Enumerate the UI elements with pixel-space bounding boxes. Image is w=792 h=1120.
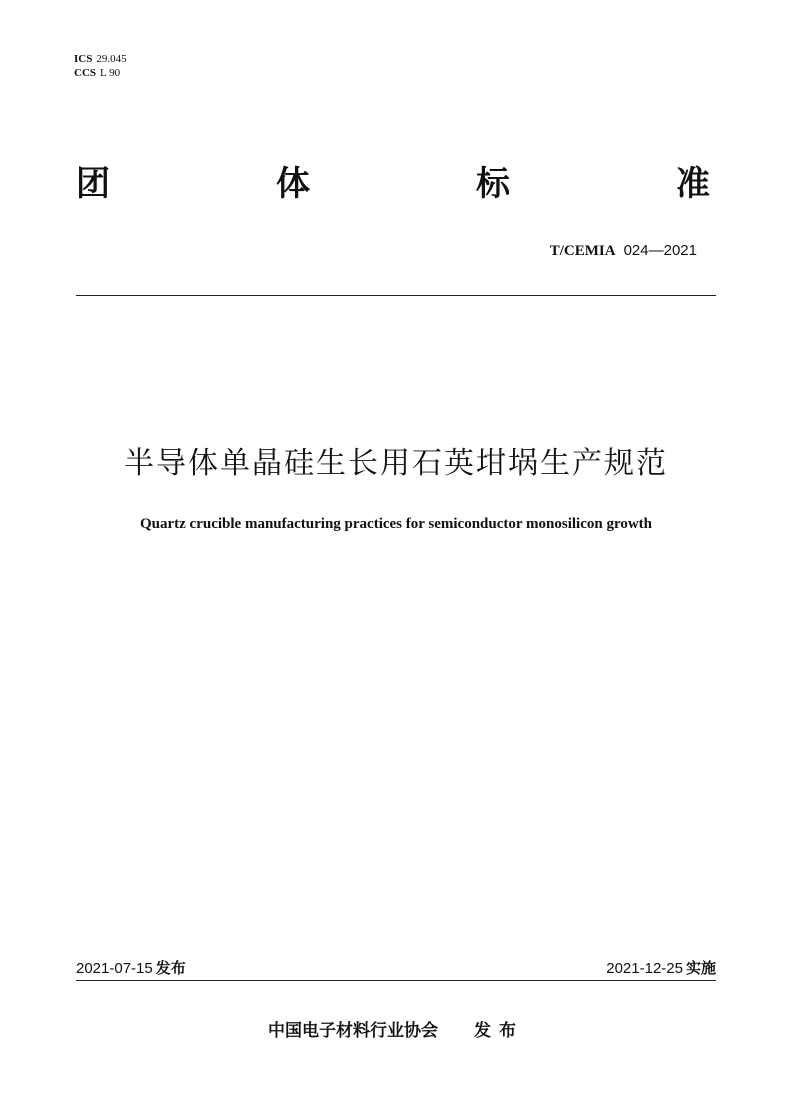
ics-label: ICS: [74, 53, 93, 65]
document-title-chinese: 半导体单晶硅生长用石英坩埚生产规范: [124, 446, 668, 481]
ics-value: 29.045: [96, 53, 127, 65]
implementation-date-value: 2021-12-25: [606, 960, 683, 977]
standard-type-char: 团: [76, 164, 110, 204]
footer-divider: [76, 980, 716, 981]
document-title-english: Quartz crucible manufacturing practices for semiconductor monosilicon growth: [139, 516, 653, 532]
standard-number: [550, 240, 697, 261]
ics-code: [74, 52, 127, 66]
standard-type-char: 体: [276, 164, 310, 204]
standard-type-char: 准: [676, 164, 710, 204]
implementation-date: [606, 958, 716, 979]
classification-codes: [74, 52, 127, 80]
ccs-label: CCS: [74, 67, 97, 79]
standard-number-prefix: T/CEMIA: [549, 243, 616, 259]
ccs-code: [74, 66, 127, 80]
header-divider: [76, 295, 716, 296]
publisher-name: 中国电子材料行业协会: [268, 1021, 438, 1041]
ccs-value: L 90: [100, 67, 121, 79]
issue-date-label: 发布: [155, 959, 186, 977]
publisher: [0, 1020, 792, 1042]
standard-type-char: 标: [476, 164, 510, 204]
standard-number-value: 024—2021: [623, 242, 697, 259]
issue-date: [76, 958, 186, 979]
standard-type-heading: [76, 162, 710, 206]
issue-date-value: 2021-07-15: [76, 960, 153, 977]
publisher-issue-label: 发布: [474, 1021, 524, 1041]
implementation-date-label: 实施: [685, 959, 716, 977]
